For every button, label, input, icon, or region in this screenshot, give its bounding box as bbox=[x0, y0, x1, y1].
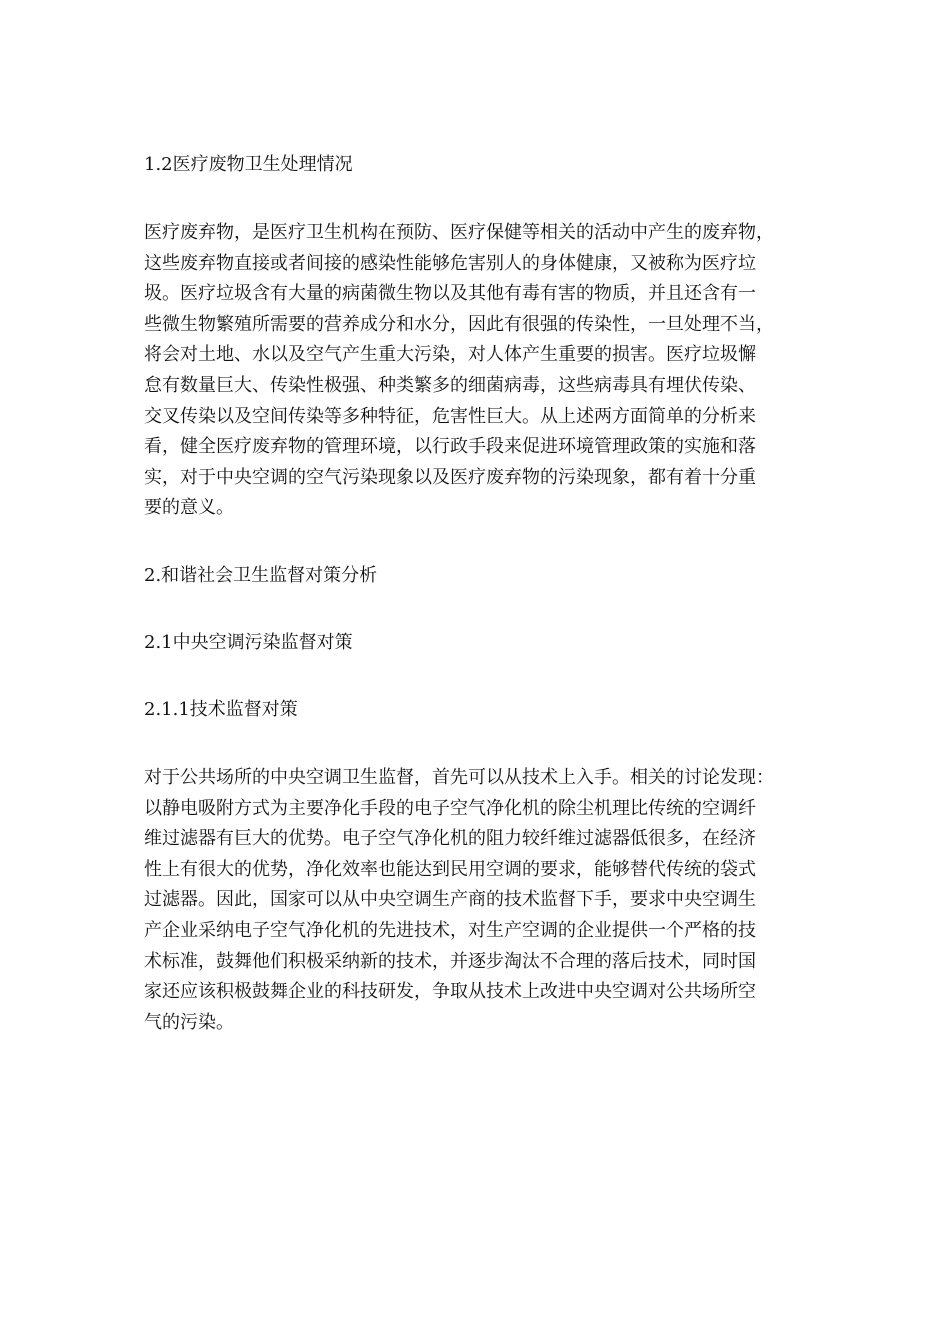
paragraph-line: 气的污染。 bbox=[144, 1011, 234, 1033]
paragraph-line: 性上有很大的优势，净化效率也能达到民用空调的要求，能够替代传统的袋式 bbox=[144, 858, 756, 880]
document-page bbox=[144, 150, 814, 1038]
paragraph-line: 怠有数量巨大、传染性极强、种类繁多的细菌病毒，这些病毒具有埋伏传染、 bbox=[144, 374, 756, 396]
paragraph-line: 些微生物繁殖所需要的营养成分和水分，因此有很强的传染性，一旦处理不当， bbox=[144, 313, 774, 335]
paragraph-medical-waste bbox=[144, 218, 814, 524]
paragraph-line: 过滤器。因此，国家可以从中央空调生产商的技术监督下手，要求中央空调生 bbox=[144, 889, 756, 911]
paragraph-line: 交叉传染以及空间传染等多种特征，危害性巨大。从上述两方面简单的分析来 bbox=[144, 405, 756, 427]
paragraph-line: 产企业采纳电子空气净化机的先进技术，对生产空调的企业提供一个严格的技 bbox=[144, 919, 756, 941]
paragraph-line: 圾。医疗垃圾含有大量的病菌微生物以及其他有毒有害的物质，并且还含有一 bbox=[144, 283, 756, 305]
paragraph-line: 医疗废弃物，是医疗卫生机构在预防、医疗保健等相关的活动中产生的废弃物， bbox=[144, 222, 774, 243]
paragraph-line: 将会对土地、水以及空气产生重大污染，对人体产生重要的损害。医疗垃圾懈 bbox=[144, 344, 756, 366]
paragraph-line: 以静电吸附方式为主要净化手段的电子空气净化机的除尘机理比传统的空调纤 bbox=[144, 797, 756, 819]
paragraph-line: 术标准，鼓舞他们积极采纳新的技术，并逐步淘汰不合理的落后技术，同时国 bbox=[144, 950, 756, 972]
paragraph-line: 对于公共场所的中央空调卫生监督，首先可以从技术上入手。相关的讨论发现： bbox=[144, 766, 774, 788]
section-heading-2: 2.和谐社会卫生监督对策分析 bbox=[144, 564, 378, 586]
paragraph-line: 要的意义。 bbox=[144, 497, 234, 519]
paragraph-technical-supervision bbox=[144, 763, 814, 1038]
paragraph-line: 实，对于中央空调的空气污染现象以及医疗废弃物的污染现象，都有着十分重 bbox=[144, 466, 756, 488]
paragraph-line: 维过滤器有巨大的优势。电子空气净化机的阻力较纤维过滤器低很多，在经济 bbox=[144, 828, 756, 850]
section-heading-2-1: 2.1中央空调污染监督对策 bbox=[144, 631, 353, 653]
section-heading-2-1-1: 2.1.1技术监督对策 bbox=[144, 698, 298, 720]
section-heading-1-2: 1.2医疗废物卫生处理情况 bbox=[144, 154, 353, 175]
paragraph-line: 这些废弃物直接或者间接的感染性能够危害别人的身体健康，又被称为医疗垃 bbox=[144, 252, 756, 274]
paragraph-line: 看，健全医疗废弃物的管理环境，以行政手段来促进环境管理政策的实施和落 bbox=[144, 436, 756, 458]
paragraph-line: 家还应该积极鼓舞企业的科技研发，争取从技术上改进中央空调对公共场所空 bbox=[144, 981, 756, 1003]
